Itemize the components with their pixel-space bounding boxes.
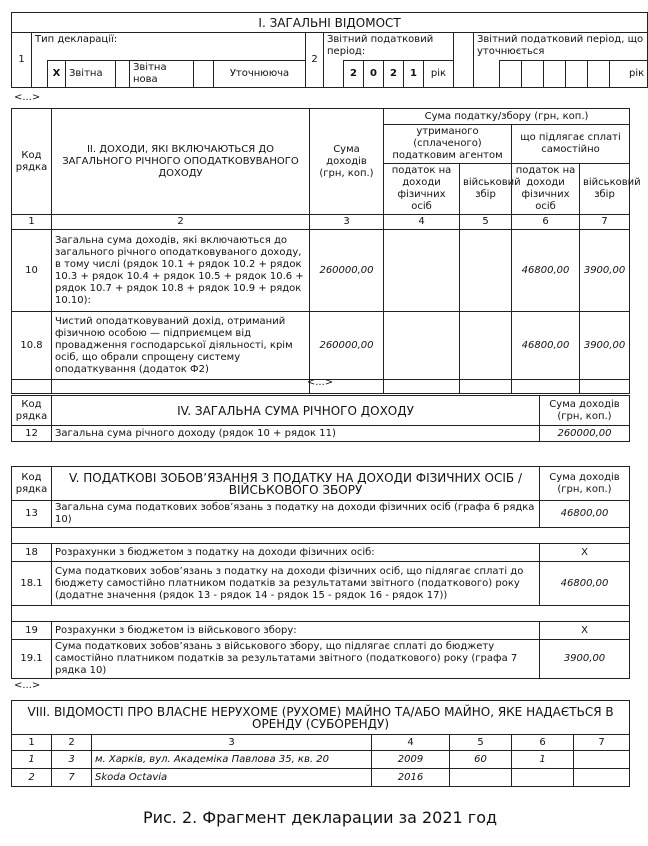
code-header: Код рядка: [12, 396, 52, 426]
table-row: [12, 426, 630, 442]
self-pdfo-value[interactable]: 46800,00: [512, 312, 580, 380]
corrected-year-digit[interactable]: [566, 61, 588, 88]
self-military-value[interactable]: 3900,00: [580, 230, 630, 312]
row-value: Х: [540, 544, 630, 562]
column-number: 2: [52, 215, 310, 230]
row-code: 12: [12, 426, 52, 442]
column-number: 5: [450, 735, 512, 751]
tax-liabilities-table: [11, 466, 630, 679]
property-year[interactable]: 2009: [372, 751, 450, 769]
row-number-1: 1: [12, 33, 32, 88]
row-description: Загальна сума податкових зобов’язань з податку на доходи фізичних осіб (графа 6 рядка 10): [52, 501, 540, 528]
table-row: [12, 751, 630, 769]
pdfo-header: податок на доходи фізичних осіб: [384, 164, 460, 215]
row-code: 10: [12, 230, 52, 312]
empty-box: [32, 61, 48, 88]
section8-title: VIII. ВІДОМОСТІ ПРО ВЛАСНЕ НЕРУХОМЕ (РУХОМЕ) МАЙНО ТА/АБО МАЙНО, ЯКЕ НАДАЄТЬСЯ В ОРЕНДУ (СУБОРЕНДУ): [12, 701, 630, 735]
property-area[interactable]: 60: [450, 751, 512, 769]
corrected-year-digit[interactable]: [588, 61, 610, 88]
column-number: 6: [512, 735, 574, 751]
gap-row: [12, 606, 630, 622]
row-description: Загальна сума річного доходу (рядок 10 + рядок 11): [52, 426, 540, 442]
general-info-table: [11, 12, 648, 88]
property-year[interactable]: 2016: [372, 769, 450, 787]
empty-box[interactable]: [194, 61, 214, 88]
section2-title: ІІ. ДОХОДИ, ЯКІ ВКЛЮЧАЮТЬСЯ ДО ЗАГАЛЬНОГО РІЧНОГО ОПОДАТКОВУВАНОГО ДОХОДУ: [52, 109, 310, 215]
row-number: 1: [12, 751, 52, 769]
code-header: Код рядка: [12, 109, 52, 215]
property-address[interactable]: м. Харків, вул. Академіка Павлова 35, кв. 20: [92, 751, 372, 769]
self-military-value[interactable]: 3900,00: [580, 312, 630, 380]
row-description: Чистий оподатковуваний дохід, отриманий фізичною особою — підприємцем від провадження господарської діяльності, крім осіб, що обрали спрощену систему оподаткування (додаток Ф2): [52, 312, 310, 380]
row-value[interactable]: 3900,00: [540, 640, 630, 679]
amount-header: Сума доходів (грн, коп.): [540, 467, 630, 501]
table-row: [12, 622, 630, 640]
row-description: Розрахунки з бюджетом з податку на доходи фізичних осіб:: [52, 544, 540, 562]
table-row: [12, 312, 630, 380]
tax-amount-header: Сума податку/збору (грн, коп.): [384, 109, 630, 125]
row-description: Сума податкових зобов’язань з податку на доходи фізичних осіб, що підлягає сплаті до бюджету самостійно платником податків за результатами звітного (податкового) року (додатне значення (рядок 13 - рядок 14 - рядок 15 - рядок 16 - рядок 17)): [52, 562, 540, 606]
year-suffix: рік: [424, 61, 454, 88]
table-row: [12, 640, 630, 679]
column-number: 6: [512, 215, 580, 230]
row-description: Сума податкових зобов’язань з військового збору, що підлягає сплаті до бюджету самостійно платником податків за результатами звітного (податкового) року (графа 7 рядка 10): [52, 640, 540, 679]
amount-header: Сума доходів (грн, коп.): [540, 396, 630, 426]
empty-box: [474, 61, 500, 88]
withheld-military-value[interactable]: [460, 230, 512, 312]
omission-mark: <...>: [14, 680, 41, 691]
military-levy-header: військовий збір: [580, 164, 630, 215]
code-header: Код рядка: [12, 467, 52, 501]
withheld-header: утриманого (сплаченого) податковим агентом: [384, 125, 512, 164]
year-digit[interactable]: 2: [344, 61, 364, 88]
row-code: 19.1: [12, 640, 52, 679]
row-value[interactable]: 260000,00: [540, 426, 630, 442]
income-table: [11, 108, 641, 394]
declaration-type-mark[interactable]: Х: [48, 61, 66, 88]
gap-row: [12, 528, 630, 544]
row-code: 13: [12, 501, 52, 528]
corrected-year-suffix: рік: [610, 61, 648, 88]
withheld-pdfo-value[interactable]: [384, 312, 460, 380]
row-description: Загальна сума доходів, які включаються до загального річного оподатковуваного доходу, в тому числі (рядок 10.1 + рядок 10.2 + рядок 10.3 + рядок 10.4 + рядок 10.5 + рядок 10.6 + рядок 10.7 + рядок 10.8 + рядок 10.9 + рядок 10.10):: [52, 230, 310, 312]
empty-box: [324, 61, 344, 88]
reporting-period-label: Звітний податковий період:: [324, 33, 454, 61]
declaration-type-label: Тип декларації:: [32, 33, 306, 61]
year-digit[interactable]: 0: [364, 61, 384, 88]
column-number: 4: [372, 735, 450, 751]
income-value[interactable]: 260000,00: [310, 230, 384, 312]
table-row: [12, 562, 630, 606]
table-row: [12, 501, 630, 528]
column-number: 4: [384, 215, 460, 230]
withheld-military-value[interactable]: [460, 312, 512, 380]
row-number: 2: [12, 769, 52, 787]
property-share[interactable]: [512, 769, 574, 787]
row-code: 19: [12, 622, 52, 640]
figure-caption: Рис. 2. Фрагмент декларации за 2021 год: [142, 808, 498, 827]
withheld-pdfo-value[interactable]: [384, 230, 460, 312]
corrected-period-label: Звітний податковий період, що уточнюється: [474, 33, 648, 61]
property-code[interactable]: 3: [52, 751, 92, 769]
column-number: 2: [52, 735, 92, 751]
column-number: 3: [310, 215, 384, 230]
property-col7[interactable]: [574, 769, 630, 787]
omission-mark: <...>: [14, 92, 41, 103]
property-col7[interactable]: [574, 751, 630, 769]
column-number: 1: [12, 735, 52, 751]
property-area[interactable]: [450, 769, 512, 787]
pdfo-header: податок на доходи фізичних осіб: [512, 164, 580, 215]
row-value: Х: [540, 622, 630, 640]
income-value[interactable]: 260000,00: [310, 312, 384, 380]
property-code[interactable]: 7: [52, 769, 92, 787]
annual-income-table: [11, 395, 630, 442]
column-number: 7: [580, 215, 630, 230]
empty-box[interactable]: [116, 61, 130, 88]
property-address[interactable]: Skoda Octavia: [92, 769, 372, 787]
self-paid-header: що підлягає сплаті самостійно: [512, 125, 630, 164]
spacer-cell: [454, 33, 474, 88]
type-option-report: Звітна: [66, 61, 116, 88]
corrected-year-digit[interactable]: [544, 61, 566, 88]
table-row: [12, 544, 630, 562]
table-row: [12, 230, 630, 312]
year-digit[interactable]: 1: [404, 61, 424, 88]
omission-mark: <...>: [306, 377, 334, 388]
row-description: Розрахунки з бюджетом із військового збору:: [52, 622, 540, 640]
section4-title: IV. ЗАГАЛЬНА СУМА РІЧНОГО ДОХОДУ: [52, 396, 540, 426]
corrected-year-digit[interactable]: [522, 61, 544, 88]
row-value[interactable]: 46800,00: [540, 562, 630, 606]
column-number: 1: [12, 215, 52, 230]
type-option-new-report: Звітна нова: [130, 61, 194, 88]
military-levy-header: військовий збір: [460, 164, 512, 215]
row-code: 10.8: [12, 312, 52, 380]
self-pdfo-value[interactable]: 46800,00: [512, 230, 580, 312]
type-option-clarifying: Уточнююча: [214, 61, 306, 88]
table-row: [12, 769, 630, 787]
row-number-2: 2: [306, 33, 324, 88]
row-code: 18.1: [12, 562, 52, 606]
section5-title: V. ПОДАТКОВІ ЗОБОВ’ЯЗАННЯ З ПОДАТКУ НА ДОХОДИ ФІЗИЧНИХ ОСІБ / ВІЙСЬКОВОГО ЗБОРУ: [52, 467, 540, 501]
property-table: [11, 700, 630, 787]
income-amount-header: Сума доходів (грн, коп.): [310, 109, 384, 215]
column-number: 7: [574, 735, 630, 751]
column-number: 3: [92, 735, 372, 751]
property-share[interactable]: 1: [512, 751, 574, 769]
row-value[interactable]: 46800,00: [540, 501, 630, 528]
year-digit[interactable]: 2: [384, 61, 404, 88]
section1-title: І. ЗАГАЛЬНІ ВІДОМОСТ: [12, 13, 648, 33]
corrected-year-digit[interactable]: [500, 61, 522, 88]
column-number: 5: [460, 215, 512, 230]
row-code: 18: [12, 544, 52, 562]
